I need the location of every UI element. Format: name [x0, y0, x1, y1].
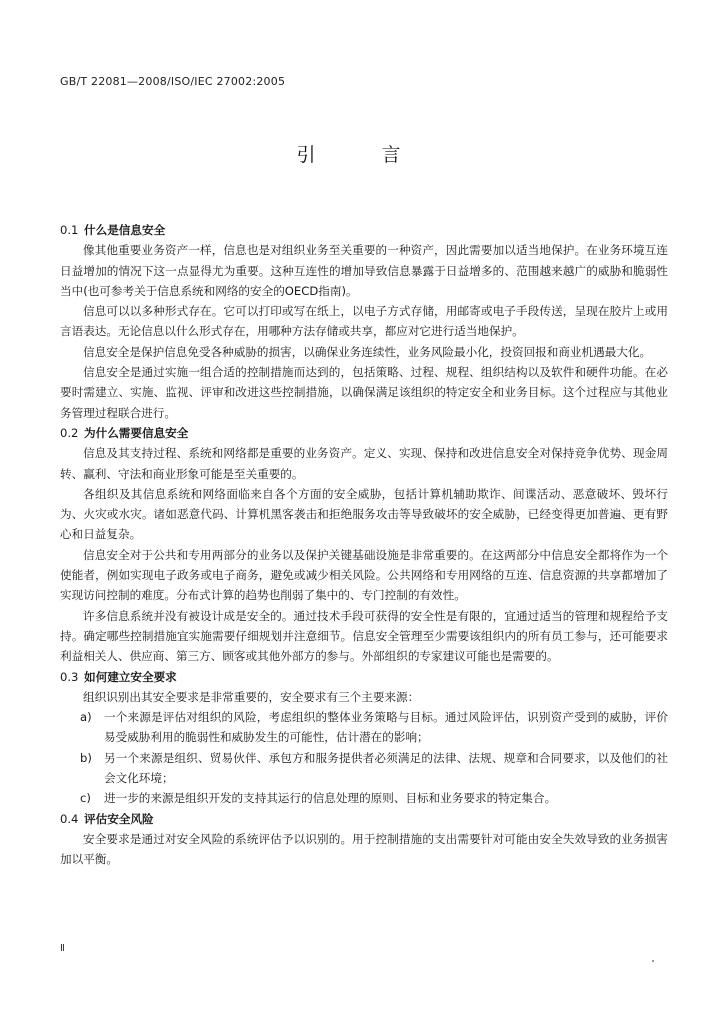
paragraph: 信息可以以多种形式存在。它可以打印或写在纸上，以电子方式存储，用邮寄或电子手段传送，呈现在胶片上或用言语表达。无论信息以什么形式存在，用哪种方法存储或共享，都应对它进行适当地保护。	[60, 304, 668, 339]
document-body	[60, 220, 668, 870]
document-header-standard-number: GB/T 22081—2008/ISO/IEC 27002:2005	[60, 75, 286, 88]
list-item-text: 进一步的来源是组织开发的支持其运行的信息处理的原则、目标和业务要求的特定集合。	[104, 791, 557, 806]
section-title: 如何建立安全要求	[84, 669, 177, 684]
paragraph: 信息安全是通过实施一组合适的控制措施而达到的，包括策略、过程、规程、组织结构以及软件和硬件功能。在必要时需建立、实施、监视、评审和改进这些控制措施，以确保满足该组织的特定安全和业务目标。这个过程应与其他业务管理过程联合进行。	[60, 365, 668, 420]
list-item-text: 一个来源是评估对组织的风险，考虑组织的整体业务策略与目标。通过风险评估，识别资产受到的威胁，评价易受威胁利用的脆弱性和威胁发生的可能性，估计潜在的影响；	[104, 710, 668, 745]
section-number: 0.1	[60, 223, 79, 237]
list-marker: c)	[80, 791, 91, 806]
list-marker: b)	[80, 750, 92, 765]
section-heading-0-4	[60, 809, 668, 829]
section-heading-0-1	[60, 220, 668, 240]
section-title: 什么是信息安全	[84, 223, 166, 237]
paragraph: 各组织及其信息系统和网络面临来自各个方面的安全威胁，包括计算机辅助欺诈、间谍活动、恶意破坏、毁坏行为、火灾或水灾。诸如恶意代码、计算机黑客袭击和拒绝服务攻击等导致破坏的安全威胁，已经变得更加普遍、更有野心和日益复杂。	[60, 486, 668, 542]
paragraph: 信息安全对于公共和专用两部分的业务以及保护关键基础设施是非常重要的。在这两部分中信息安全都将作为一个使能者，例如实现电子政务或电子商务，避免或减少相关风险。公共网络和专用网络的互连、信息资源的共享都增加了实现访问控制的难度。分布式计算的趋势也削弱了集中的、专门控制的有效性。	[60, 547, 668, 603]
list-item	[60, 748, 668, 789]
paragraph: 组织识别出其安全要求是非常重要的，安全要求有三个主要来源：	[83, 689, 420, 704]
scan-speck	[652, 960, 654, 962]
section-number: 0.4	[60, 811, 79, 826]
list-marker: a)	[80, 710, 92, 725]
section-title: 评估安全风险	[84, 811, 154, 826]
page-title: 引 言	[296, 144, 431, 166]
section-number: 0.2	[60, 425, 79, 440]
paragraph: 信息及其支持过程、系统和网络都是重要的业务资产。定义、实现、保持和改进信息安全对保持竞争优势、现金周转、赢利、守法和商业形象可能是至关重要的。	[60, 446, 668, 481]
paragraph: 像其他重要业务资产一样，信息也是对组织业务至关重要的一种资产，因此需要加以适当地保护。在业务环境互连日益增加的情况下这一点显得尤为重要。这种互连性的增加导致信息暴露于日益增多的、范围越来越广的威胁和脆弱性当中(也可参考关于信息系统和网络的安全的OECD指南)。	[60, 243, 668, 298]
list-item	[60, 707, 668, 748]
section-title: 为什么需要信息安全	[84, 425, 189, 440]
section-number: 0.3	[60, 669, 79, 684]
section-heading-0-2	[60, 423, 668, 443]
paragraph: 信息安全是保护信息免受各种威胁的损害，以确保业务连续性，业务风险最小化，投资回报和商业机遇最大化。	[83, 344, 652, 359]
section-heading-0-3	[60, 667, 668, 687]
paragraph: 安全要求是通过对安全风险的系统评估予以识别的。用于控制措施的支出需要针对可能由安全失效导致的业务损害加以平衡。	[60, 831, 668, 867]
list-item	[60, 788, 668, 808]
page-number: Ⅱ	[60, 943, 65, 954]
list-item-text: 另一个来源是组织、贸易伙伴、承包方和服务提供者必须满足的法律、法规、规章和合同要求，以及他们的社会文化环境；	[104, 750, 668, 786]
paragraph: 许多信息系统并没有被设计成是安全的。通过技术手段可获得的安全性是有限的，宜通过适当的管理和规程给予支持。确定哪些控制措施宜实施需要仔细规划并注意细节。信息安全管理至少需要该组织内的所有员工参与，还可能要求利益相关人、供应商、第三方、顾客或其他外部方的参与。外部组织的专家建议可能也是需要的。	[60, 608, 668, 664]
